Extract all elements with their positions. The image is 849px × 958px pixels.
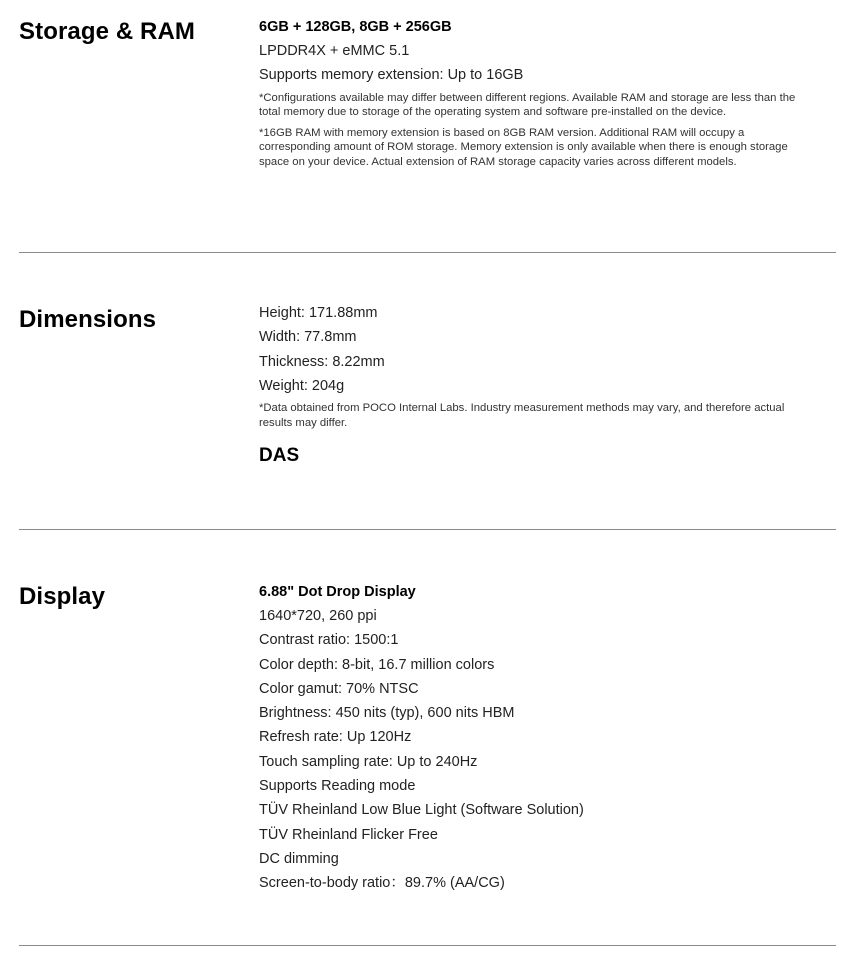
spec-line-memory-extension: Supports memory extension: Up to 16GB — [259, 67, 524, 84]
spec-line-width: Width: 77.8mm — [259, 329, 357, 346]
spec-line-resolution: 1640*720, 260 ppi — [259, 608, 377, 624]
section-divider — [19, 252, 836, 253]
spec-line-dc-dimming: DC dimming — [259, 850, 339, 867]
display-specs — [259, 580, 804, 896]
display-type: 6.88" Dot Drop Display — [259, 584, 416, 600]
storage-ram-specs — [259, 15, 804, 170]
section-divider — [19, 945, 836, 946]
spec-line-height: Height: 171.88mm — [259, 305, 378, 321]
das-heading: DAS — [259, 445, 300, 467]
spec-line-screen-to-body: Screen-to-body ratio：89.7% (AA/CG) — [259, 875, 505, 892]
footnote-dimensions: *Data obtained from POCO Internal Labs. Industry measurement methods may vary, and therefore actual results may differ. — [259, 402, 785, 429]
footnote-configurations: *Configurations available may differ between different regions. Available RAM and storage are less than the total memory due to storage of the operating system and software pre-installed on the device. — [259, 91, 796, 119]
spec-line-color-depth: Color depth: 8-bit, 16.7 million colors — [259, 656, 495, 673]
spec-line-weight: Weight: 204g — [259, 377, 345, 394]
section-divider — [19, 529, 836, 530]
display-title: Display — [19, 583, 106, 610]
dimensions-title: Dimensions — [19, 306, 157, 333]
spec-line-thickness: Thickness: 8.22mm — [259, 353, 385, 370]
footnote-memory-extension: *16GB RAM with memory extension is based on 8GB RAM version. Additional RAM will occupy a corresponding amount of ROM storage. Memory extension is only available when there is enough storage space on your device. Actual extension of RAM storage capacity varies across different models. — [259, 126, 788, 168]
dimensions-specs — [259, 301, 804, 468]
spec-line-reading-mode: Supports Reading mode — [259, 778, 416, 795]
spec-line-refresh-rate: Refresh rate: Up 120Hz — [259, 729, 412, 746]
spec-line-brightness: Brightness: 450 nits (typ), 600 nits HBM — [259, 705, 515, 722]
storage-ram-title: Storage & RAM — [19, 18, 195, 45]
spec-line-flicker-free: TÜV Rheinland Flicker Free — [259, 826, 438, 843]
spec-line-touch-sampling: Touch sampling rate: Up to 240Hz — [259, 753, 478, 770]
spec-line-contrast: Contrast ratio: 1500:1 — [259, 632, 399, 649]
spec-line-low-blue-light: TÜV Rheinland Low Blue Light (Software Solution) — [259, 802, 584, 819]
spec-line-color-gamut: Color gamut: 70% NTSC — [259, 680, 419, 697]
spec-line-memory-type: LPDDR4X + eMMC 5.1 — [259, 43, 410, 59]
storage-configurations: 6GB + 128GB, 8GB + 256GB — [259, 19, 452, 35]
